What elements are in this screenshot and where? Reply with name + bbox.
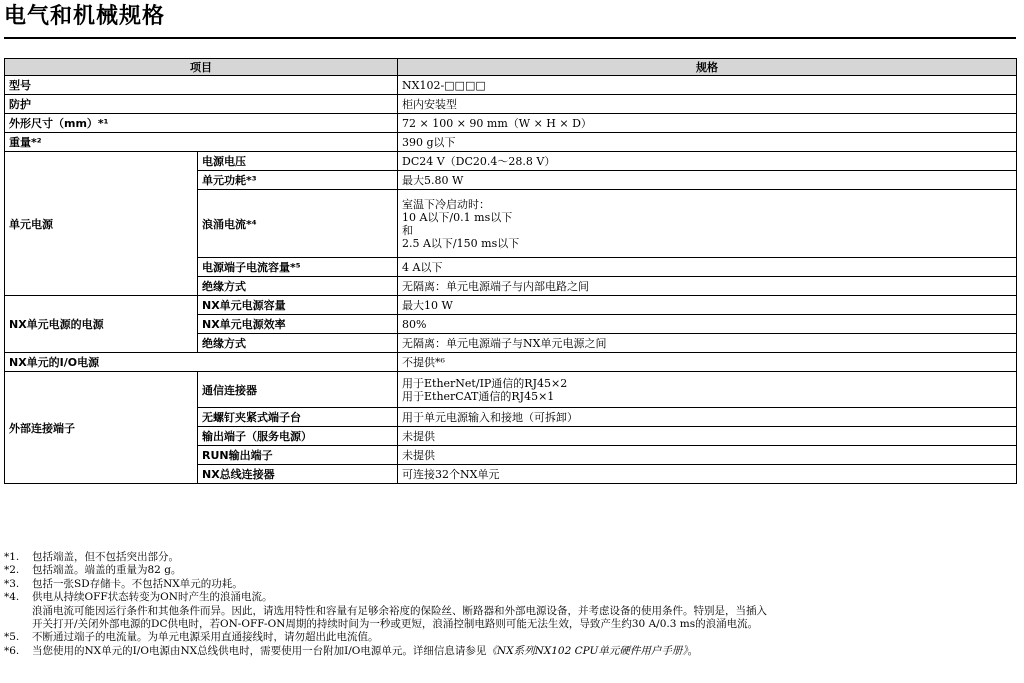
row-value: 390 g以下 bbox=[398, 133, 1017, 152]
row-value: 未提供 bbox=[398, 446, 1017, 465]
row-label: NX单元的I/O电源 bbox=[5, 353, 398, 372]
row-value-multiline bbox=[398, 190, 1017, 258]
table-row bbox=[5, 95, 1017, 114]
row-label: 无螺钉夹紧式端子台 bbox=[198, 408, 398, 427]
row-label: 电源电压 bbox=[198, 152, 398, 171]
footnote-continuation: 开关打开/关闭外部电源的DC供电时，若ON-OFF-ON周期的持续时间为一秒或更短，浪涌控制电路则可能无法生效，导致产生约30 A/0.3 ms的浪涌电流。 bbox=[32, 618, 759, 631]
table-row bbox=[5, 152, 1017, 171]
row-label: 重量*² bbox=[5, 133, 398, 152]
inrush-line: 室温下冷启动时： bbox=[402, 197, 490, 211]
page-title: 电气和机械规格 bbox=[4, 4, 166, 29]
row-label: 外形尺寸（mm）*¹ bbox=[5, 114, 398, 133]
header-spec: 规格 bbox=[398, 59, 1017, 76]
row-value: 用于单元电源输入和接地（可拆卸） bbox=[398, 408, 1017, 427]
row-value: 最大5.80 W bbox=[398, 171, 1017, 190]
row-label: 输出端子（服务电源） bbox=[198, 427, 398, 446]
footnote-continuation: 浪涌电流可能因运行条件和其他条件而异。因此，请选用特性和容量有足够余裕度的保险丝、断路器和外部电源设备，并考虑设备的使用条件。特别是，当插入 bbox=[32, 604, 767, 617]
row-value: 柜内安装型 bbox=[398, 95, 1017, 114]
row-value: 无隔离：单元电源端子与NX单元电源之间 bbox=[398, 334, 1017, 353]
title-divider bbox=[4, 37, 1016, 39]
row-value: 72 × 100 × 90 mm（W × H × D） bbox=[398, 114, 1017, 133]
row-label: NX单元电源容量 bbox=[198, 296, 398, 315]
table-row bbox=[5, 76, 1017, 95]
footnote: *2. 包括端盖。端盖的重量为82 g。 bbox=[4, 564, 182, 577]
row-label: 单元功耗*³ bbox=[198, 171, 398, 190]
row-value: 80% bbox=[398, 315, 1017, 334]
table-row bbox=[5, 133, 1017, 152]
comm-line: 用于EtherNet/IP通信的RJ45×2 bbox=[402, 376, 568, 390]
table-row bbox=[5, 353, 1017, 372]
row-value: 未提供 bbox=[398, 427, 1017, 446]
row-value: DC24 V（DC20.4～28.8 V） bbox=[398, 152, 1017, 171]
table-row bbox=[5, 372, 1017, 408]
group-label: NX单元电源的电源 bbox=[5, 296, 198, 353]
table-row bbox=[5, 114, 1017, 133]
manual-reference: 《NX系列NX102 CPU单元硬件用户手册》 bbox=[486, 644, 688, 657]
row-label: NX单元电源效率 bbox=[198, 315, 398, 334]
row-label: 绝缘方式 bbox=[198, 277, 398, 296]
row-value: 不提供*⁶ bbox=[398, 353, 1017, 372]
footnote: *1. 包括端盖，但不包括突出部分。 bbox=[4, 551, 179, 563]
row-value-multiline bbox=[398, 372, 1017, 408]
row-value: 无隔离：单元电源端子与内部电路之间 bbox=[398, 277, 1017, 296]
row-value: 可连接32个NX单元 bbox=[398, 465, 1017, 484]
table-row bbox=[5, 296, 1017, 315]
footnote: *5. 不断通过端子的电流量。为单元电源采用直通接线时，请勿超出此电流值。 bbox=[4, 631, 379, 644]
row-label: 浪涌电流*⁴ bbox=[198, 190, 398, 258]
header-item: 项目 bbox=[5, 59, 398, 76]
row-label: 电源端子电流容量*⁵ bbox=[198, 258, 398, 277]
row-label: 通信连接器 bbox=[198, 372, 398, 408]
row-label: 防护 bbox=[5, 95, 398, 114]
group-label: 外部连接端子 bbox=[5, 372, 198, 484]
row-label: 绝缘方式 bbox=[198, 334, 398, 353]
footnote: *3. 包括一张SD存储卡。不包括NX单元的功耗。 bbox=[4, 577, 243, 590]
footnote: *4. 供电从持续OFF状态转变为ON时产生的浪涌电流。 bbox=[4, 591, 273, 604]
row-value: NX102-□□□□ bbox=[398, 76, 1017, 95]
row-label: 型号 bbox=[5, 76, 398, 95]
inrush-line: 10 A以下/0.1 ms以下 bbox=[402, 210, 513, 224]
row-value: 最大10 W bbox=[398, 296, 1017, 315]
footnote: *6. 当您使用的NX单元的I/O电源由NX总线供电时，需要使用一台附加I/O电源单元。详细信息请参见《NX系列NX102 CPU单元硬件用户手册》。 bbox=[4, 644, 699, 657]
inrush-line: 2.5 A以下/150 ms以下 bbox=[402, 236, 520, 250]
row-label: NX总线连接器 bbox=[198, 465, 398, 484]
row-value: 4 A以下 bbox=[398, 258, 1017, 277]
footnotes bbox=[4, 551, 1016, 658]
inrush-line: 和 bbox=[402, 223, 413, 237]
comm-line: 用于EtherCAT通信的RJ45×1 bbox=[402, 389, 555, 403]
row-label: RUN输出端子 bbox=[198, 446, 398, 465]
spec-table bbox=[4, 58, 1017, 484]
group-label: 单元电源 bbox=[5, 152, 198, 296]
